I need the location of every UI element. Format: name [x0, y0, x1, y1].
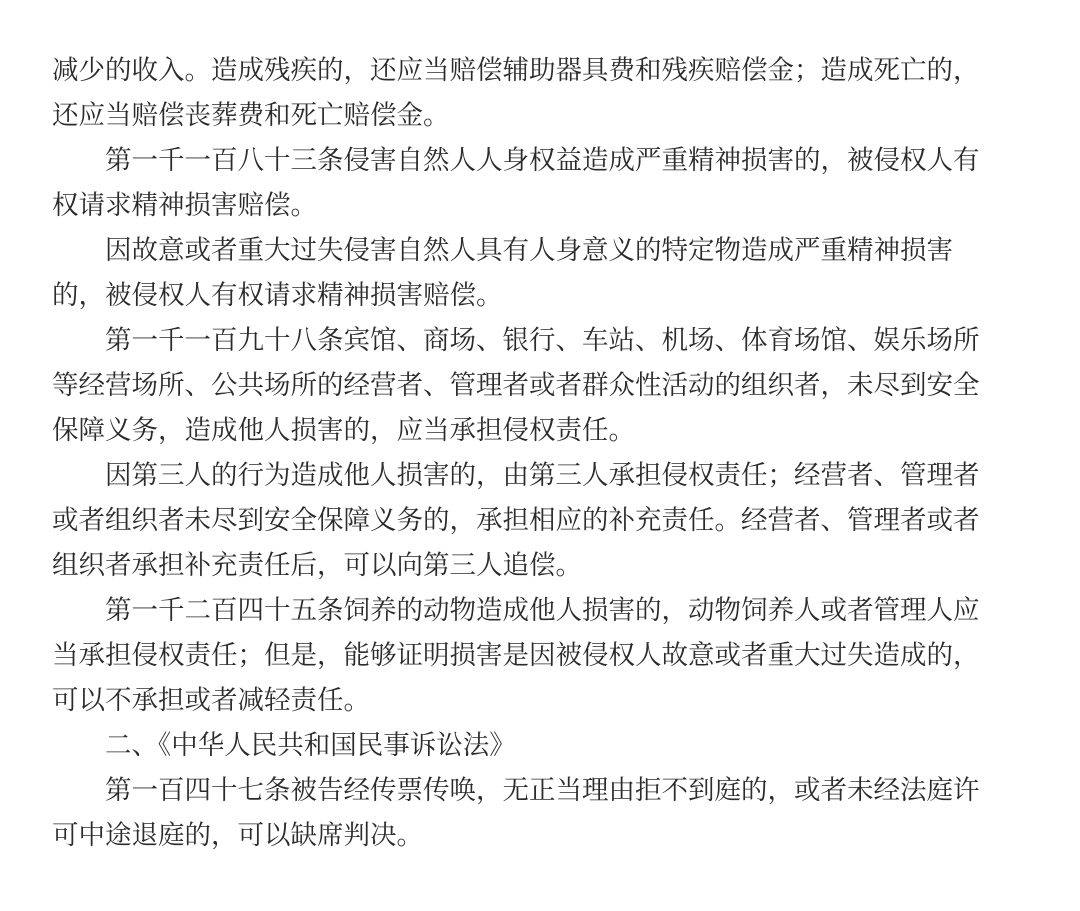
article-1183-line: 第一千一百八十三条侵害自然人人身权益造成严重精神损害的，被侵权人有	[105, 145, 980, 176]
text-line: 等经营场所、公共场所的经营者、管理者或者群众性活动的组织者，未尽到安全	[52, 370, 980, 401]
text-line: 可中途退庭的，可以缺席判决。	[52, 820, 423, 851]
document-body	[52, 48, 1012, 858]
text-line: 的，被侵权人有权请求精神损害赔偿。	[52, 280, 503, 311]
text-line: 可以不承担或者减轻责任。	[52, 685, 370, 716]
article-1198-line: 第一千一百九十八条宾馆、商场、银行、车站、机场、体育场馆、娱乐场所	[105, 325, 980, 356]
text-line: 减少的收入。造成残疾的，还应当赔偿辅助器具费和残疾赔偿金；造成死亡的，	[52, 55, 980, 86]
text-line: 当承担侵权责任；但是，能够证明损害是因被侵权人故意或者重大过失造成的，	[52, 640, 980, 671]
text-line: 组织者承担补充责任后，可以向第三人追偿。	[52, 550, 582, 581]
section-heading: 二、《中华人民共和国民事诉讼法》	[105, 730, 516, 761]
text-line: 还应当赔偿丧葬费和死亡赔偿金。	[52, 100, 450, 131]
text-line: 保障义务，造成他人损害的，应当承担侵权责任。	[52, 415, 635, 446]
text-line: 或者组织者未尽到安全保障义务的，承担相应的补充责任。经营者、管理者或者	[52, 505, 980, 536]
article-147-line: 第一百四十七条被告经传票传唤，无正当理由拒不到庭的，或者未经法庭许	[105, 775, 980, 806]
article-1245-line: 第一千二百四十五条饲养的动物造成他人损害的，动物饲养人或者管理人应	[105, 595, 980, 626]
text-line: 因故意或者重大过失侵害自然人具有人身意义的特定物造成严重精神损害	[105, 235, 953, 266]
text-line: 因第三人的行为造成他人损害的，由第三人承担侵权责任；经营者、管理者	[105, 460, 980, 491]
text-line: 权请求精神损害赔偿。	[52, 190, 317, 221]
